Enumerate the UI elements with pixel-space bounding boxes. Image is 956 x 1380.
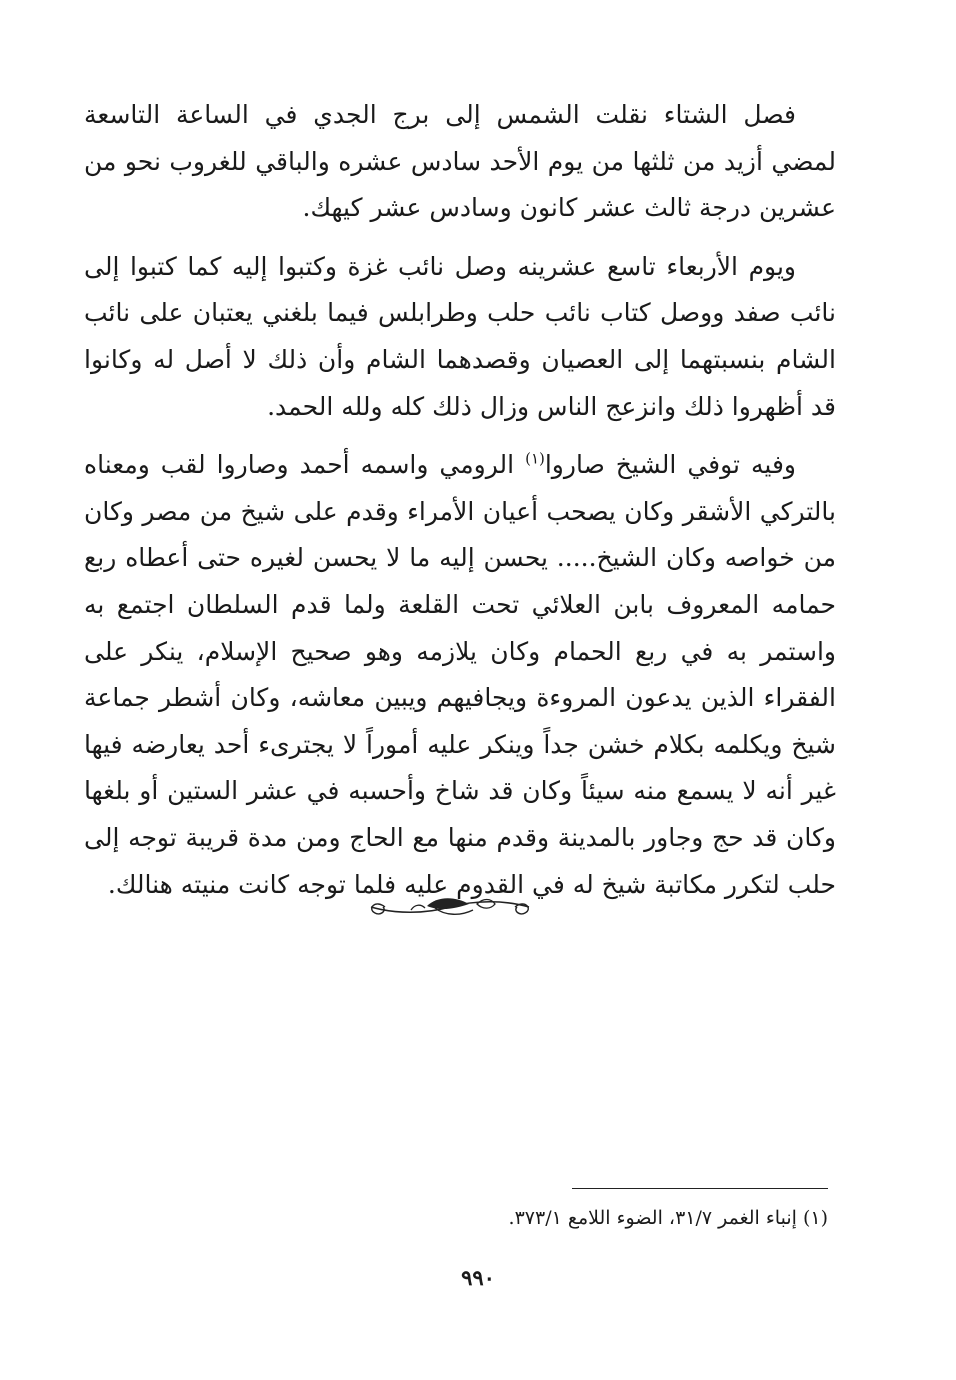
paragraph-3	[84, 442, 836, 908]
page-number: ٩٩٠	[461, 1265, 495, 1290]
footnote: (١) إنباء الغمر ٣١/٧، الضوء اللامع ٣٧٣/١.	[508, 1207, 828, 1229]
paragraph-1: فصل الشتاء نقلت الشمس إلى برج الجدي في الساعة التاسعة لمضي أزيد من ثلثها من يوم الأحد سادس عشره والباقي للغروب نحو من عشرين درجة ثالث عشر كانون وسادس عشر كيهك.	[84, 100, 836, 223]
main-text	[84, 92, 836, 920]
footnote-separator	[572, 1188, 828, 1189]
paragraph-2: ويوم الأربعاء تاسع عشرينه وصل نائب غزة وكتبوا إليه كما كتبوا إلى نائب صفد ووصل كتاب نائب حلب وطرابلس فيما بلغني يعتبان على نائب الشام بنسبتهما إلى العصيان وقصدهما الشام وأن ذلك لا أصل له وكانوا قد أظهروا ذلك وانزعج الناس وزال ذلك كله ولله الحمد.	[84, 251, 836, 421]
paragraph-3-rest: الرومي واسمه أحمد وصاروا لقب ومعناه بالتركي الأشقر وكان يصحب أعيان الأمراء وقدم على شيخ من مصر وكان من خواصه وكان الشيخ..... يحسن إليه ما لا يحسن لغيره حتى أعطاه ربع حمامه المعروف بابن العلائي تحت القلعة ولما قدم السلطان اجتمع به واستمر به في ربع الحمام وكان يلازمه وهو صحيح الإسلام، ينكر على الفقراء الذين يدعون المروءة ويجافيهم ويبين معاشه، وكان أشطر جماعة شيخ ويكلمه بكلام خشن جداً وينكر عليه أموراً لا يجترىء أحد يعارضه فيها غير أنه لا يسمع منه سيئاً وكان قد شاخ وأحسبه في عشر الستين أو بلغها وكان قد حج وجاور بالمدينة وقدم منها مع الحاج ومن مدة قريبة توجه إلى حلب لتكرر مكاتبة شيخ له في القدوم عليه فلما توجه كانت منيته هنالك.	[84, 450, 836, 899]
floral-divider-icon	[365, 890, 535, 924]
footnote-reference[interactable]: (١)	[525, 449, 545, 468]
paragraph-3-start: وفيه توفي الشيخ صاروا	[544, 450, 796, 480]
